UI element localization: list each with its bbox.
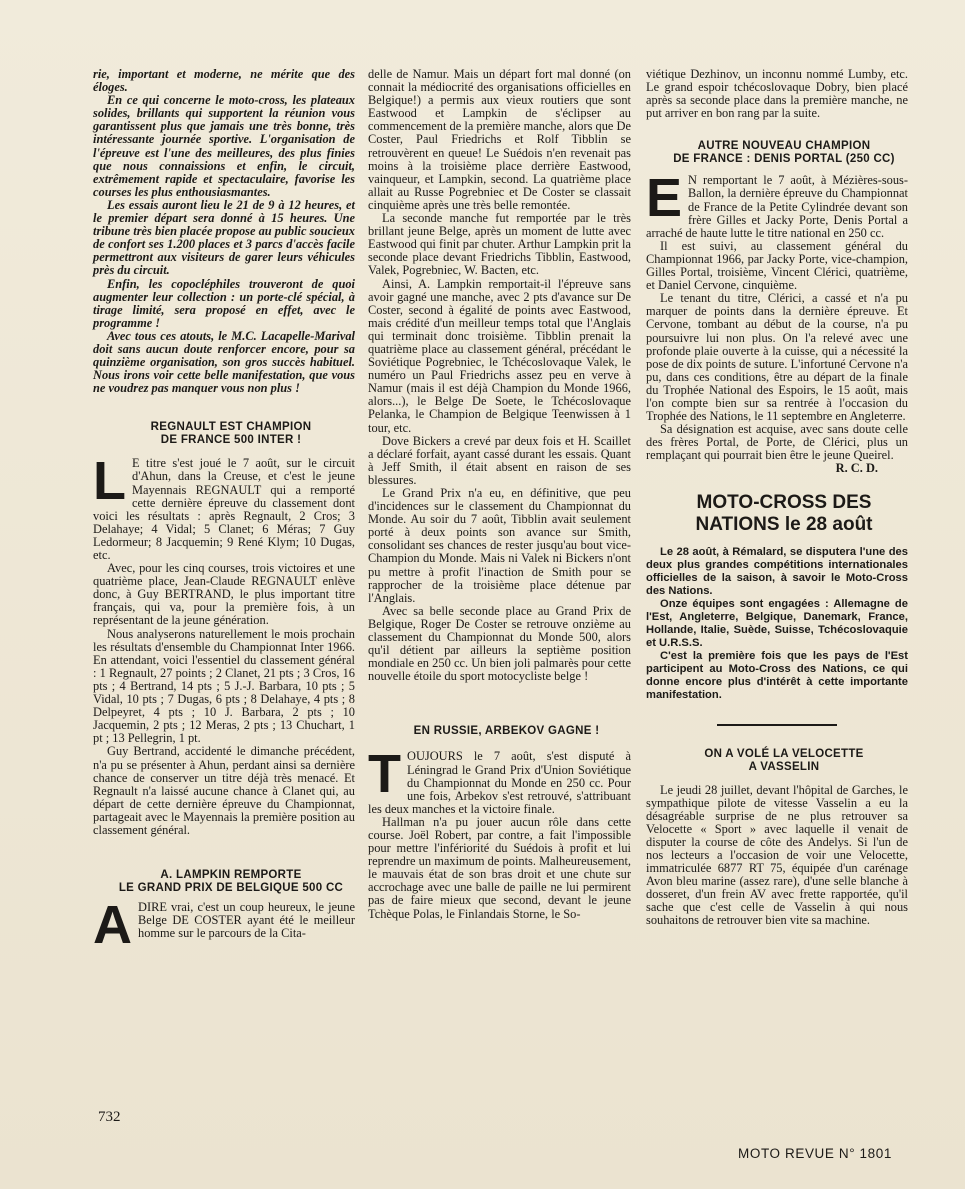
section-heading: DE FRANCE : DENIS PORTAL (250 CC) [673,153,895,166]
magazine-footer: MOTO REVUE N° 1801 [738,1146,892,1161]
paragraph: Sa désignation est acquise, avec sans doute celle des frères Portal, de Porte, de Clérici, plus un remplaçant qui pourrait bien être le jeune Queirel. [646,422,908,463]
paragraph: Guy Bertrand, accidenté le dimanche précédent, n'a pu se présenter à Ahun, perdant ainsi sa dernière chance de conserver un titre déjà très menacé. Et Regnault n'a laissé aucune chance à Clanet qui, au départ de cette dernière épreuve du Championnat, partageait avec le Mayennais la première position au classement général. [93,744,355,837]
paragraph: Il est suivi, au classement général du Championnat 1966, par Jacky Porte, vice-champion, Gilles Portal, troisième, Vincent Clérici, quatrième, et Daniel Cervone, cinquième. [646,238,908,293]
feature-title: MOTO-CROSS DES [696,491,872,513]
drop-cap: T [368,744,401,805]
intro-italic-block [93,68,355,395]
drop-cap: A [93,895,132,956]
signature: R. C. D. [835,461,878,476]
section-heading: REGNAULT EST CHAMPION [150,421,312,434]
paragraph: Le 28 août, à Rémalard, se disputera l'une des deux plus grandes compétitions internationales officielles de la saison, à savoir le Moto-Cross des Nations. [646,545,908,597]
paragraph: Les essais auront lieu le 21 de 9 à 12 heures, et le premier départ sera donné à 15 heures. Une tribune très bien placée propose au public soucieux de confort ses 1.200 places et 3 parcs d'accès facile permettront aux visiteurs de garer leurs véhicules près du circuit. [93,197,355,278]
paragraph: Le jeudi 28 juillet, devant l'hôpital de Garches, le sympathique pilote de vitesse Vasselin a eu la désagréable surprise de ne plus retrouver sa Velocette « Sport » avec laquelle il venait de disputer la course de côte des Andelys. Si l'un de nos lecteurs a l'occasion de voir une Velocette, immatriculée 6877 RT 75, équipée d'un carénage Avon bleu marine (assez rare), d'une selle blanche à dosseret, d'un frein AV avec frette rapportée, qu'il sache que c'est celle de Vasselin à qui nous souhaitons de retrouver bien vite sa machine. [646,782,908,928]
paragraph: Avec tous ces atouts, le M.C. Lacapelle-Marival doit sans aucun doute renforcer encore, pour sa quinzième organisation, son gros succès habituel. Nous irons voir cette belle manifestation, que vous ne voudrez pas manquer vous non plus ! [93,328,355,396]
paragraph: OUJOURS le 7 août, s'est disputé à Léningrad le Grand Prix d'Union Soviétique du Championnat du Monde en 250 cc. Pour une fois, Arbekov s'est retrouvé, s'attribuant les deux manches et la victoire finale. [368,749,631,816]
section-heading: A VASSELIN [748,760,820,773]
paragraph: viétique Dezhinov, un inconnu nommé Lumby, etc. Le grand espoir tchécoslovaque Dobry, bien placé après sa seconde place dans la première manche, ne put arriver en bon rang par la suite. [646,67,908,121]
paragraph: rie, important et moderne, ne mérite que des éloges. [93,67,355,95]
section-heading: AUTRE NOUVEAU CHAMPION [697,140,871,153]
drop-cap: E [646,168,683,229]
feature-title: NATIONS le 28 août [695,513,873,535]
paragraph: delle de Namur. Mais un départ fort mal donné (on connait la médiocrité des organisations officielles en Belgique!) a permis aux vieux routiers que sont Eastwood et Lampkin de s'éclipser au commencement de la première manche, alors que De Coster, Paul Friedrichs et Rolf Tibblin se retrouvèrent en queue! Le Suédois n'en revenait pas moins à la troisième place derrière Eastwood, vainqueur, et Lampkin, second. La quatrième place allait au Russe Pogrebniec et De Coster se classait cinquième après une très belle remontée. [368,67,631,212]
paragraph: N remportant le 7 août, à Mézières-sous-Ballon, la dernière épreuve du Championnat de France de la Petite Cylindrée devant son frère Gilles et Jacky Porte, Denis Portal a arraché de haute lutte le titre national en 250 cc. [646,173,908,240]
column-1 [93,67,355,956]
column-2 [368,68,631,921]
paragraph: E titre s'est joué le 7 août, sur le circuit d'Ahun, dans la Creuse, et c'est le jeune Mayennais REGNAULT qui a remporté cette dernière épreuve du classement dont voici les résultats : après Regnault, 2 Cros; 3 Delahaye; 4 Vidal; 5 Clanet; 6 Méras; 7 Guy Ledormeur; 8 Jacquemin; 9 René Klym; 10 Dugas, etc. [93,456,355,562]
paragraph: La seconde manche fut remportée par le très brillant jeune Belge, après un moment de lutte avec Eastwood qui finit par chuter. Arthur Lampkin prit la seconde place devant Friedrichs Tibblin, Eastwood, Valek, Pogrebniec, W. Bacten, etc. [368,211,631,278]
paragraph: Ainsi, A. Lampkin remportait-il l'épreuve sans avoir gagné une manche, avec 2 pts d'avance sur De Coster, second à égalité de points avec Eastwood, mais crédité d'un meilleur temps total que l'Anglais qui terminait donc troisième. Tibblin prenait la quatrième place au classement général, précédant le Soviétique Pogrebniec, le Tchécoslovaque Valek, le numéro un Paul Friedrichs assez peu en verve à Namur (mais il est déjà Champion du Monde 1966, alors...), le Belge De Soete, le Tchécoslovaque Pelanka, le Champion de Belgique Teenwissen à 1 tour, etc. [368,276,631,435]
page-number: 732 [98,1109,121,1125]
column-3 [646,68,908,928]
section-heading: DE FRANCE 500 INTER ! [160,434,302,447]
paragraph: Le tenant du titre, Clérici, a cassé et n'a pu marquer de points dans la dernière épreuve. Et Cervone, tombant au début de la course, n'a pu poursuivre lui non plus. On l'a relevé avec une profonde plaie ouverte à la cuisse, qui a nécessité la pose de dix points de suture. L'infortuné Cervone n'a pu, dans ces conditions, être au départ de la finale du Trophée National des Espoirs, le 15 août, mais l'on compte bien sur sa rentrée à l'occasion du Trophée des Nations, le 11 septembre en Angleterre. [646,291,908,424]
paragraph: Hallman n'a pu jouer aucun rôle dans cette course. Joël Robert, par contre, a fait l'impossible pour mettre l'infériorité du Suédois à profit et lui reprendre un maximum de points. Malheureusement, le mauvais état de son bras droit et une chute sur accrochage avec une balle de paille ne lui permirent pas de faire mieux que second, devant le jeune Tchèque Polas, le Finlandais Storne, le So- [368,814,631,921]
paragraph: DIRE vrai, c'est un coup heureux, le jeune Belge DE COSTER ayant été le meilleur homme sur le parcours de la Cita- [138,900,355,941]
paragraph: Le Grand Prix n'a eu, en définitive, que peu d'incidences sur le classement du Championnat du Monde. Au soir du 7 août, Tibblin avait seulement porté à deux points son avance sur Smith, consolidant ses chances de rester jusqu'au bout vice-Champion du Monde. Mais ni Valek ni Bickers n'ont pu mettre à profit l'inaction de Smith pour se rapprocher de la troisième place détenue par l'Anglais. [368,486,631,605]
feature-lead [646,546,908,702]
section-heading: A. LAMPKIN REMPORTE [160,869,302,882]
paragraph: C'est la première fois que les pays de l'Est participent au Moto-Cross des Nations, ce qui donne encore plus d'intérêt à cette importante manifestation. [646,649,908,701]
paragraph: Avec sa belle seconde place au Grand Prix de Belgique, Roger De Coster se retrouve onzième au classement du Championnat du Monde 500, alors qu'il détient par ailleurs la septième position mondiale en 250 cc. Un bien joli palmarès pour cette nouvelle étoile du sport motocycliste belge ! [368,603,631,684]
section-heading: ON A VOLÉ LA VELOCETTE [704,747,864,760]
paragraph: Dove Bickers a crevé par deux fois et H. Scaillet a déclaré forfait, ayant cassé durant les essais. Quant à Jeff Smith, il était absent en raison de ses blessures. [368,433,631,487]
paragraph: Onze équipes sont engagées : Allemagne de l'Est, Angleterre, Belgique, Danemark, France, Hollande, Italie, Suède, Suisse, Tchécoslovaquie et U.R.S.S. [646,597,908,649]
paragraph: Enfin, les copocléphiles trouveront de quoi augmenter leur collection : un porte-clé spécial, à tirage limité, sera proposé en effet, avec le programme ! [93,276,355,330]
paragraph: Avec, pour les cinq courses, trois victoires et une quatrième place, Jean-Claude REGNAULT enlève donc, à Guy BERTRAND, le plus important titre français, qui va, pour la première fois, à un représentant de la jeune génération. [93,561,355,628]
paragraph: En ce qui concerne le moto-cross, les plateaux solides, brillants qui supportent la réunion vous garantissent plus que jamais une très bonne, très intéressante journée sportive. L'organisation de l'épreuve est l'une des meilleures, des plus finies que nous connaissions et enfin, le circuit, extrêmement rapide et spectaculaire, favorise les courses les plus enthousiasmantes. [93,93,355,199]
section-heading: EN RUSSIE, ARBEKOV GAGNE ! [413,725,600,738]
paragraph: Nous analyserons naturellement le mois prochain les résultats d'ensemble du Championnat Inter 1966. En attendant, voici l'essentiel du classement général : 1 Regnault, 27 points ; 2 Clanet, 21 pts ; 3 Cros, 16 pts ; 4 Bertrand, 14 pts ; 5 J.-J. Barbara, 10 pts ; 5 Vidal, 10 pts ; 7 Dugas, 6 pts ; 8 Delahaye, 4 pts ; 8 Delpeyret, 4 pts ; 10 J. Barbara, 2 pts ; 10 Jacquemin, 2 pts ; 12 Meras, 2 pts ; 13 Chuchart, 1 pt ; 13 Pellegrin, 1 pt. [93,626,355,746]
section-heading: LE GRAND PRIX DE BELGIQUE 500 CC [118,882,344,895]
drop-cap: L [93,451,126,512]
